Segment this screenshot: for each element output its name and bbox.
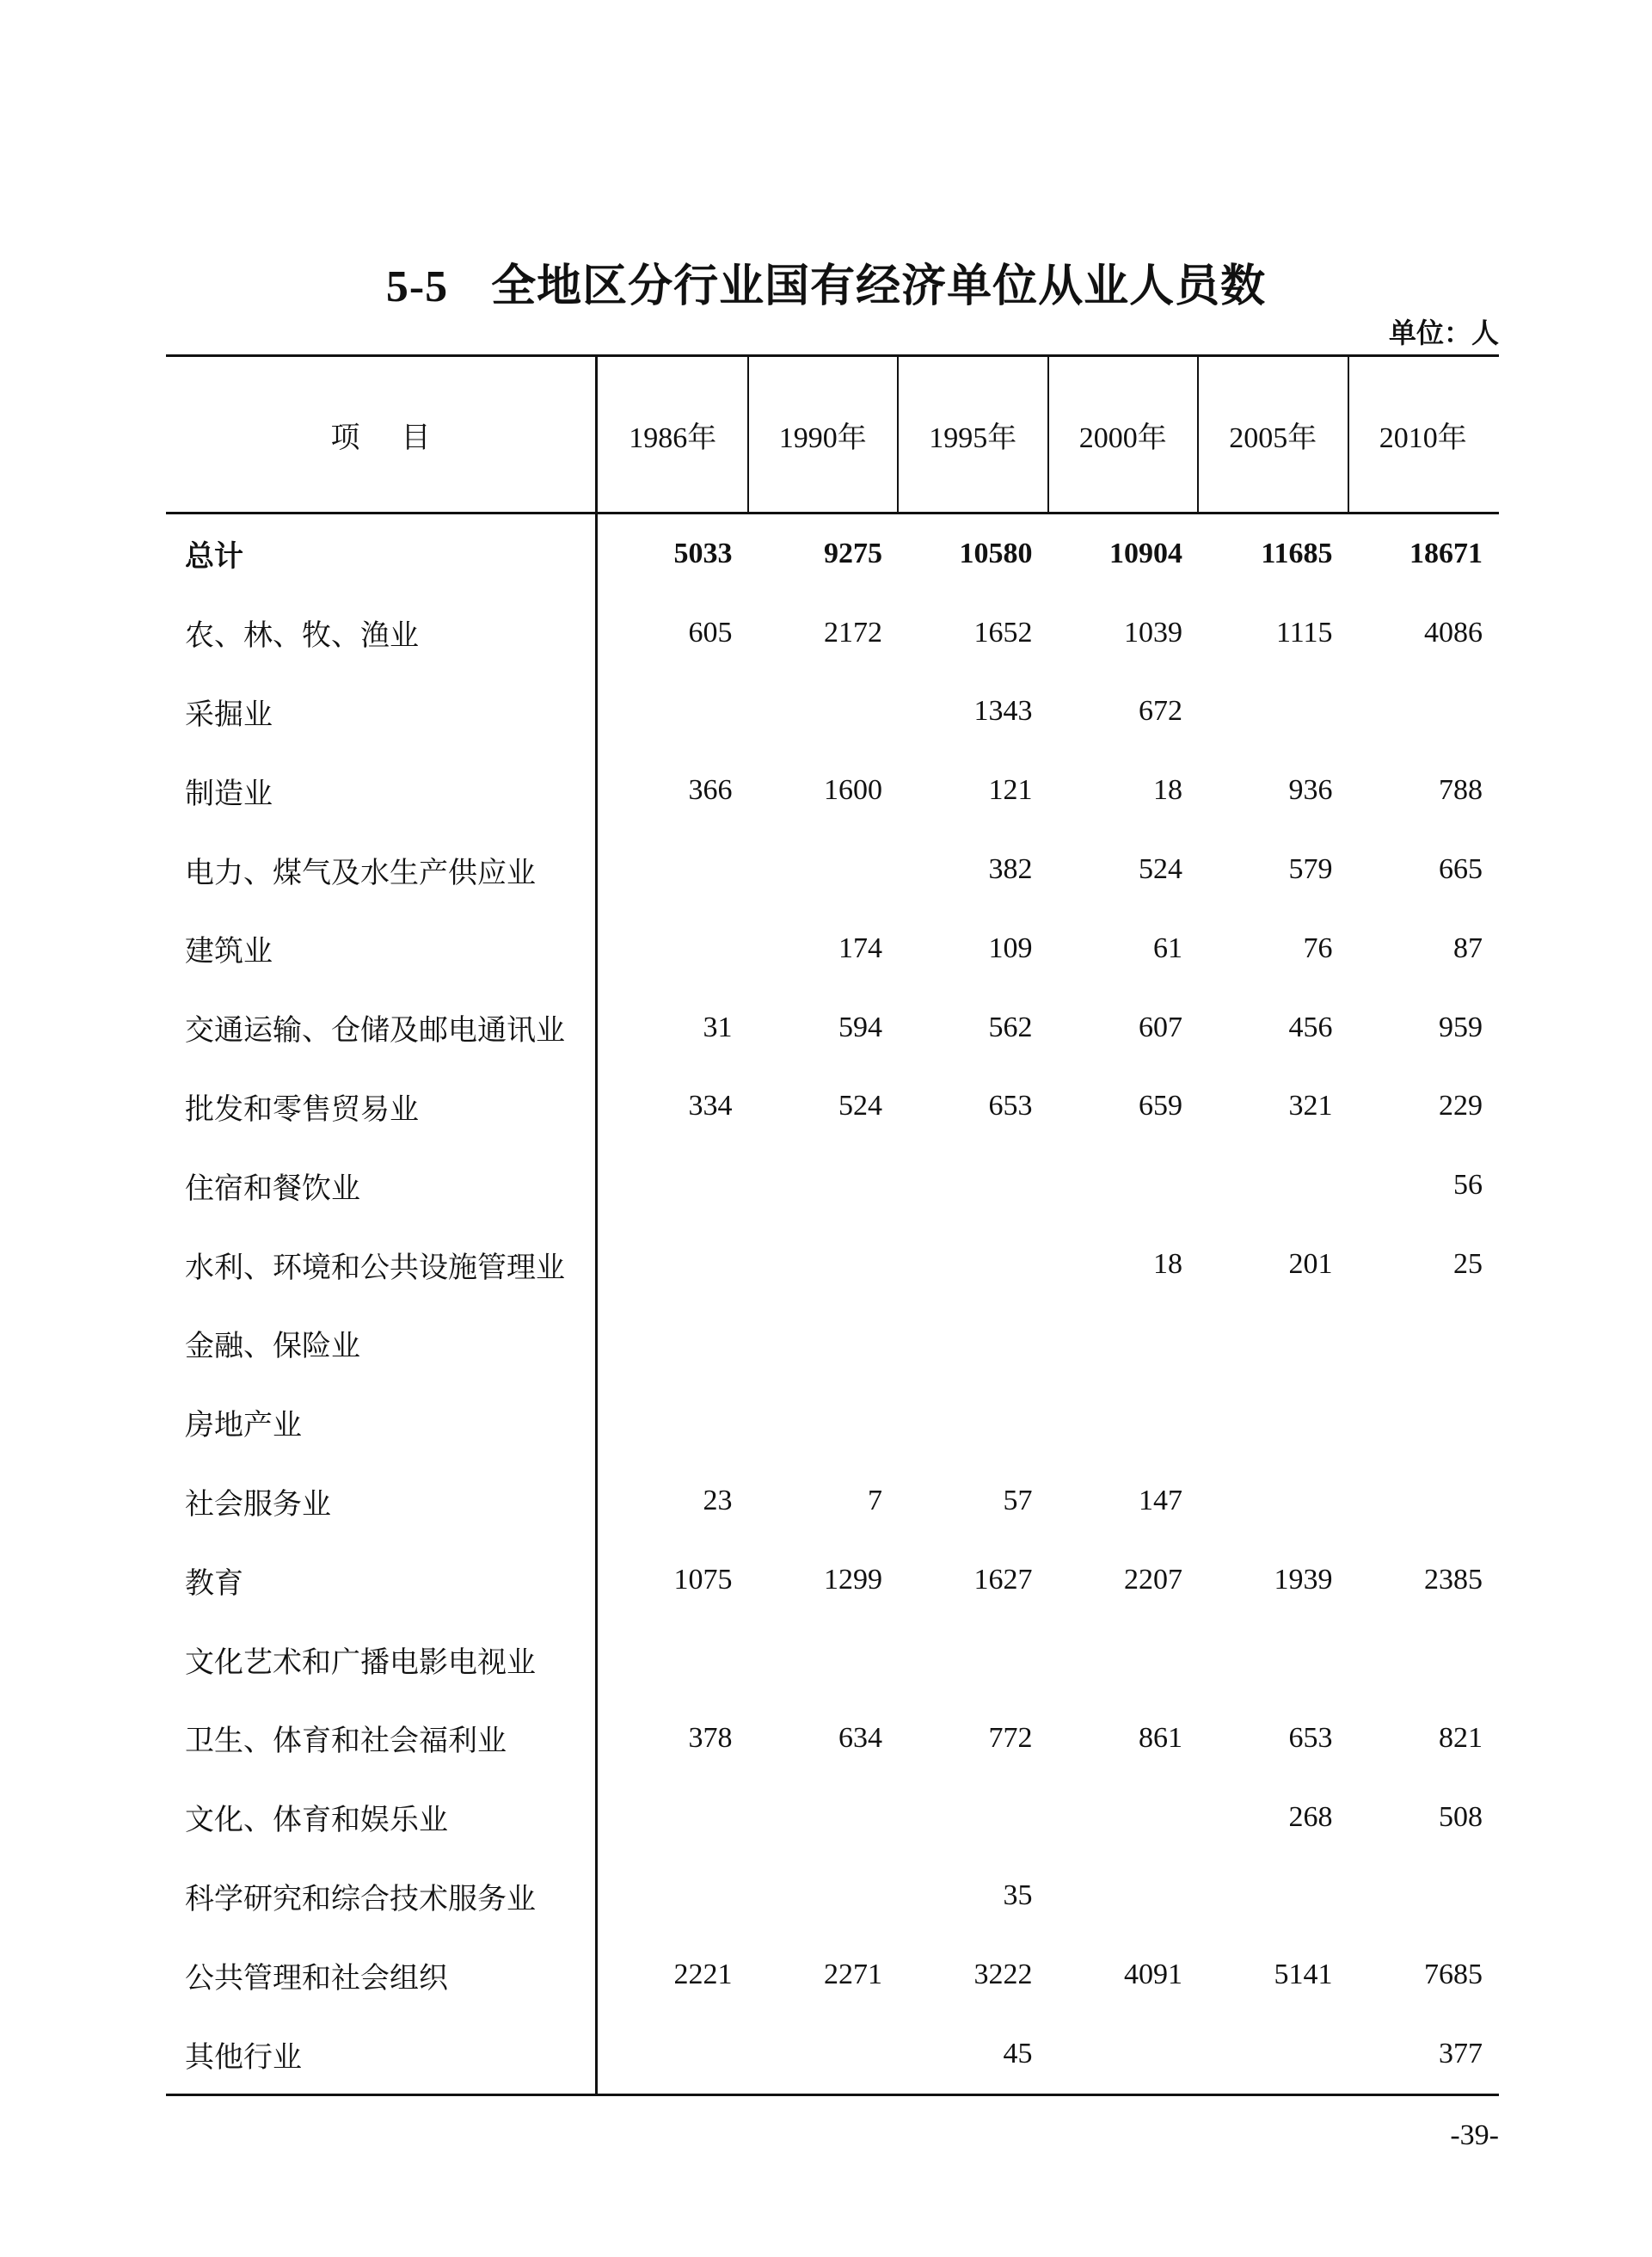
cell-value: 562 <box>988 1011 1033 1043</box>
cell-value: 121 <box>988 774 1033 807</box>
cell-value: 5033 <box>673 537 733 569</box>
cell-value: 147 <box>1139 1485 1182 1517</box>
cell-value: 3222 <box>973 1959 1033 1991</box>
cell-value <box>904 1620 1033 1699</box>
cell-value <box>604 830 733 909</box>
cell-value: 659 <box>1139 1090 1182 1122</box>
cell-value <box>1204 673 1333 752</box>
cell-value: 1343 <box>973 695 1033 728</box>
table-row <box>166 1620 1499 1699</box>
row-label: 总计 <box>185 539 243 575</box>
cell-value <box>1053 2014 1182 2094</box>
cell-value: 201 <box>1288 1248 1333 1281</box>
cell-value <box>1053 1304 1182 1383</box>
table-row <box>166 1462 1499 1541</box>
row-label: 电力、煤气及水生产供应业 <box>185 855 536 890</box>
cell-value <box>1354 1462 1483 1541</box>
cell-value: 31 <box>703 1011 733 1043</box>
cell-value: 45 <box>1003 2038 1033 2070</box>
row-label: 批发和零售贸易业 <box>185 1092 419 1127</box>
cell-value <box>604 1620 733 1699</box>
table-row <box>166 988 1499 1067</box>
table-row <box>166 1541 1499 1620</box>
cell-value <box>753 673 882 752</box>
cell-value <box>1053 1383 1182 1462</box>
row-label: 科学研究和综合技术服务业 <box>185 1881 536 1916</box>
cell-value <box>1204 1462 1333 1541</box>
row-label: 农、林、牧、渔业 <box>185 618 419 654</box>
table-row <box>166 1778 1499 1857</box>
cell-value: 76 <box>1303 932 1333 964</box>
year-header: 2010年 <box>1379 421 1467 454</box>
cell-value: 2385 <box>1424 1564 1483 1596</box>
cell-value <box>1053 1620 1182 1699</box>
table-row <box>166 1225 1499 1304</box>
row-label: 房地产业 <box>185 1408 302 1443</box>
cell-value: 174 <box>838 932 882 964</box>
cell-value: 7685 <box>1424 1959 1483 1991</box>
cell-value: 1299 <box>824 1564 882 1596</box>
cell-value <box>1204 1383 1333 1462</box>
row-label: 住宿和餐饮业 <box>185 1171 360 1206</box>
item-header: 项目 <box>330 420 472 455</box>
cell-value <box>904 1225 1033 1304</box>
cell-value <box>604 909 733 988</box>
row-label: 文化、体育和娱乐业 <box>185 1803 448 1838</box>
cell-value: 1939 <box>1274 1564 1333 1596</box>
table-row <box>166 1857 1499 1936</box>
cell-value <box>753 1778 882 1857</box>
year-header: 1995年 <box>929 421 1017 454</box>
cell-value: 594 <box>838 1011 882 1043</box>
cell-value: 10904 <box>1109 537 1182 569</box>
cell-value: 579 <box>1288 853 1333 886</box>
cell-value <box>1204 1304 1333 1383</box>
table-row <box>166 1699 1499 1778</box>
cell-value: 2172 <box>824 616 882 649</box>
cell-value <box>604 1383 733 1462</box>
table-row <box>166 751 1499 830</box>
cell-value <box>753 1383 882 1462</box>
cell-value <box>1053 1778 1182 1857</box>
cell-value <box>1354 1620 1483 1699</box>
table-row <box>166 1935 1499 2014</box>
cell-value: 61 <box>1153 932 1182 964</box>
cell-value <box>604 1857 733 1936</box>
cell-value: 508 <box>1439 1800 1483 1833</box>
cell-value: 1115 <box>1276 616 1333 649</box>
cell-value <box>1354 1857 1483 1936</box>
cell-value <box>904 1383 1033 1462</box>
cell-value: 18 <box>1153 774 1182 807</box>
cell-value <box>753 830 882 909</box>
table-header <box>166 357 1499 514</box>
year-header: 2005年 <box>1229 421 1317 454</box>
cell-value: 2221 <box>673 1959 733 1991</box>
row-label: 水利、环境和公共设施管理业 <box>185 1250 565 1285</box>
cell-value: 5141 <box>1274 1959 1333 1991</box>
cell-value: 524 <box>1139 853 1182 886</box>
cell-value <box>753 1620 882 1699</box>
row-label: 制造业 <box>185 776 273 811</box>
page-number: -39- <box>1450 2119 1499 2151</box>
cell-value <box>753 1146 882 1225</box>
cell-value: 4086 <box>1424 616 1483 649</box>
cell-value <box>904 1778 1033 1857</box>
row-label: 其他行业 <box>185 2039 302 2075</box>
table-row <box>166 514 1499 593</box>
cell-value: 653 <box>988 1090 1033 1122</box>
cell-value: 35 <box>1003 1879 1033 1912</box>
cell-value: 672 <box>1139 695 1182 728</box>
cell-value: 2271 <box>824 1959 882 1991</box>
row-label: 采掘业 <box>185 697 273 732</box>
row-label: 交通运输、仓储及邮电通讯业 <box>185 1013 565 1049</box>
cell-value <box>1053 1146 1182 1225</box>
cell-value: 366 <box>688 774 733 807</box>
cell-value: 936 <box>1288 774 1333 807</box>
cell-value: 821 <box>1439 1721 1483 1754</box>
page-title <box>0 249 1652 314</box>
cell-value: 11685 <box>1261 537 1333 569</box>
cell-value <box>1354 1383 1483 1462</box>
cell-value <box>753 2014 882 2094</box>
year-header: 1986年 <box>629 421 717 454</box>
table-row <box>166 1146 1499 1225</box>
cell-value <box>753 1304 882 1383</box>
cell-value: 4091 <box>1124 1959 1182 1991</box>
cell-value: 23 <box>703 1485 733 1517</box>
cell-value: 377 <box>1439 2038 1483 2070</box>
table-row <box>166 593 1499 673</box>
year-header: 1990年 <box>778 421 867 454</box>
cell-value <box>753 1225 882 1304</box>
cell-value: 378 <box>688 1721 733 1754</box>
cell-value: 2207 <box>1124 1564 1182 1596</box>
row-label: 金融、保险业 <box>185 1329 360 1364</box>
row-label: 建筑业 <box>185 934 273 969</box>
cell-value: 56 <box>1453 1169 1483 1202</box>
cell-value: 18 <box>1153 1248 1182 1281</box>
table-row <box>166 909 1499 988</box>
cell-value: 382 <box>988 853 1033 886</box>
unit-label: 单位：人 <box>1388 317 1499 349</box>
cell-value: 456 <box>1288 1011 1333 1043</box>
cell-value: 9275 <box>824 537 882 569</box>
employment-table <box>166 354 1499 2096</box>
cell-value: 665 <box>1439 853 1483 886</box>
cell-value <box>1204 1857 1333 1936</box>
cell-value <box>604 673 733 752</box>
cell-value <box>1053 1857 1182 1936</box>
cell-value: 87 <box>1453 932 1483 964</box>
row-label: 文化艺术和广播电影电视业 <box>185 1645 536 1680</box>
cell-value <box>904 1146 1033 1225</box>
cell-value <box>1204 2014 1333 2094</box>
cell-value <box>604 2014 733 2094</box>
cell-value <box>1354 673 1483 752</box>
cell-value <box>604 1225 733 1304</box>
table-code: 5-5 <box>385 262 449 311</box>
cell-value: 321 <box>1288 1090 1333 1122</box>
cell-value: 634 <box>838 1721 882 1754</box>
cell-value: 57 <box>1003 1485 1033 1517</box>
cell-value: 1600 <box>824 774 882 807</box>
cell-value <box>753 1857 882 1936</box>
table-row <box>166 830 1499 909</box>
cell-value: 229 <box>1439 1090 1483 1122</box>
table-row <box>166 1383 1499 1462</box>
cell-value <box>904 1304 1033 1383</box>
cell-value: 1075 <box>673 1564 733 1596</box>
row-label: 教育 <box>185 1565 243 1601</box>
table-row <box>166 2014 1499 2094</box>
cell-value: 959 <box>1439 1011 1483 1043</box>
cell-value: 268 <box>1288 1800 1333 1833</box>
cell-value <box>604 1304 733 1383</box>
cell-value: 607 <box>1139 1011 1182 1043</box>
table-row <box>166 673 1499 752</box>
cell-value <box>604 1778 733 1857</box>
cell-value <box>1204 1620 1333 1699</box>
cell-value: 605 <box>688 616 733 649</box>
cell-value: 1652 <box>973 616 1033 649</box>
cell-value: 772 <box>988 1721 1033 1754</box>
cell-value <box>1354 1304 1483 1383</box>
row-label: 公共管理和社会组织 <box>185 1960 448 1996</box>
cell-value: 25 <box>1453 1248 1483 1281</box>
table-row <box>166 1067 1499 1147</box>
table-row <box>166 1304 1499 1383</box>
table-title: 全地区分行业国有经济单位从业人员数 <box>491 260 1267 312</box>
row-label: 社会服务业 <box>185 1486 331 1522</box>
cell-value: 653 <box>1288 1721 1333 1754</box>
cell-value: 1039 <box>1124 616 1182 649</box>
cell-value: 7 <box>868 1485 882 1517</box>
table-body <box>166 514 1499 2094</box>
cell-value: 861 <box>1139 1721 1182 1754</box>
cell-value: 18671 <box>1409 537 1483 569</box>
cell-value: 524 <box>838 1090 882 1122</box>
cell-value: 334 <box>688 1090 733 1122</box>
cell-value: 1627 <box>973 1564 1033 1596</box>
cell-value <box>604 1146 733 1225</box>
row-label: 卫生、体育和社会福利业 <box>185 1724 507 1759</box>
cell-value: 10580 <box>959 537 1033 569</box>
cell-value: 109 <box>988 932 1033 964</box>
year-header: 2000年 <box>1078 421 1167 454</box>
cell-value: 788 <box>1439 774 1483 807</box>
cell-value <box>1204 1146 1333 1225</box>
